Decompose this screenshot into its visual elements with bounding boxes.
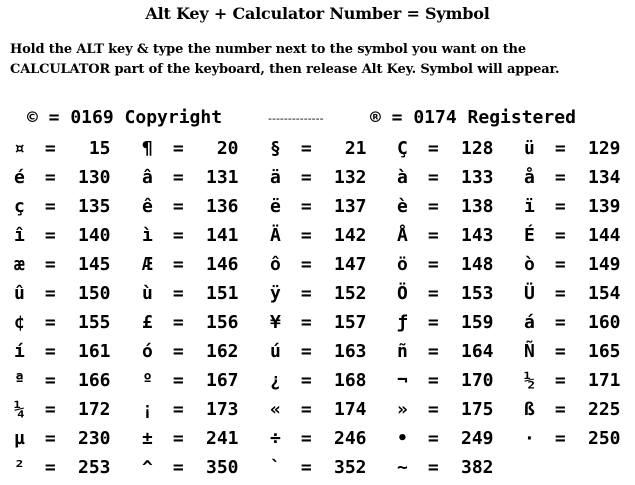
alt-code: 141	[206, 225, 239, 246]
symbol-glyph: »	[397, 399, 408, 420]
symbol-glyph: ù	[142, 283, 153, 304]
equals-sign: =	[417, 167, 450, 188]
alt-code: 132	[334, 167, 367, 188]
symbol-glyph: ƒ	[397, 312, 408, 333]
alt-code: 225	[588, 399, 621, 420]
symbol-entry	[270, 456, 367, 480]
equals-sign: =	[162, 370, 195, 391]
equals-sign: =	[34, 312, 67, 333]
table-row	[0, 427, 635, 456]
symbol-entry	[14, 166, 111, 190]
symbol-entry	[270, 311, 367, 335]
symbol-entry	[524, 340, 621, 364]
equals-sign: =	[34, 399, 67, 420]
symbol-glyph: ü	[524, 138, 535, 159]
equals-sign: =	[417, 457, 450, 478]
symbol-glyph: ²	[14, 457, 25, 478]
symbol-entry	[270, 166, 367, 190]
equals-sign: =	[290, 196, 323, 217]
equals-sign: =	[162, 312, 195, 333]
alt-code: 166	[78, 370, 111, 391]
symbol-entry	[270, 137, 367, 161]
symbol-entry	[142, 224, 239, 248]
equals-sign: =	[290, 254, 323, 275]
symbol-glyph: £	[142, 312, 153, 333]
symbol-glyph: ¢	[14, 312, 25, 333]
symbol-entry	[524, 311, 621, 335]
equals-sign: =	[290, 167, 323, 188]
alt-code: 165	[588, 341, 621, 362]
alt-code: 230	[78, 428, 111, 449]
alt-code: 162	[206, 341, 239, 362]
alt-code: 250	[588, 428, 621, 449]
symbol-glyph: í	[14, 341, 25, 362]
symbol-glyph: ¡	[142, 399, 153, 420]
equals-sign: =	[162, 225, 195, 246]
symbol-glyph: ï	[524, 196, 535, 217]
equals-sign: =	[417, 138, 450, 159]
alt-code: 137	[334, 196, 367, 217]
dashed-separator: --------------	[268, 112, 324, 125]
equals-sign: =	[162, 457, 195, 478]
alt-code: 241	[206, 428, 239, 449]
alt-code: 155	[78, 312, 111, 333]
alt-code: 174	[334, 399, 367, 420]
symbol-glyph: §	[270, 138, 281, 159]
alt-code: 249	[461, 428, 494, 449]
symbol-glyph: ê	[142, 196, 153, 217]
symbol-entry	[397, 224, 494, 248]
equals-sign: =	[544, 167, 577, 188]
symbol-glyph: ±	[142, 428, 153, 449]
alt-code: 128	[461, 138, 494, 159]
equals-sign: =	[162, 399, 195, 420]
table-row	[0, 311, 635, 340]
equals-sign: =	[162, 167, 195, 188]
alt-code: 146	[206, 254, 239, 275]
equals-sign: =	[544, 225, 577, 246]
table-row	[0, 398, 635, 427]
equals-sign: =	[162, 428, 195, 449]
symbol-entry	[142, 340, 239, 364]
equals-sign: =	[34, 428, 67, 449]
alt-code: 134	[588, 167, 621, 188]
equals-sign: =	[290, 283, 323, 304]
equals-sign: =	[544, 341, 577, 362]
alt-code: 171	[588, 370, 621, 391]
symbol-entry	[397, 311, 494, 335]
equals-sign: =	[162, 254, 195, 275]
symbol-entry	[14, 456, 111, 480]
symbol-entry	[270, 340, 367, 364]
copyright-entry: © = 0169 Copyright	[27, 107, 223, 128]
alt-code: 142	[334, 225, 367, 246]
symbol-glyph: Ä	[270, 225, 281, 246]
equals-sign: =	[417, 283, 450, 304]
alt-code: 253	[78, 457, 111, 478]
symbol-entry	[397, 340, 494, 364]
equals-sign: =	[290, 225, 323, 246]
symbol-glyph: ¿	[270, 370, 281, 391]
table-row	[0, 282, 635, 311]
symbol-glyph: ë	[270, 196, 281, 217]
table-row	[0, 340, 635, 369]
equals-sign: =	[544, 138, 577, 159]
symbol-entry	[270, 427, 367, 451]
equals-sign: =	[417, 399, 450, 420]
symbol-entry	[142, 369, 239, 393]
equals-sign: =	[290, 457, 323, 478]
equals-sign: =	[544, 428, 577, 449]
symbol-entry	[397, 369, 494, 393]
symbol-entry	[142, 253, 239, 277]
symbol-entry	[397, 195, 494, 219]
alt-code: 150	[78, 283, 111, 304]
equals-sign: =	[290, 370, 323, 391]
alt-code: 135	[78, 196, 111, 217]
page-title: Alt Key + Calculator Number = Symbol	[145, 4, 490, 23]
symbol-entry	[524, 166, 621, 190]
equals-sign: =	[162, 138, 195, 159]
equals-sign: =	[34, 341, 67, 362]
symbol-glyph: Ñ	[524, 341, 535, 362]
alt-code: 152	[334, 283, 367, 304]
symbol-glyph: •	[397, 428, 408, 449]
symbol-glyph: Ü	[524, 283, 535, 304]
alt-code: 129	[588, 138, 621, 159]
symbol-glyph: ñ	[397, 341, 408, 362]
symbol-entry	[14, 137, 111, 161]
alt-code: 163	[334, 341, 367, 362]
symbol-entry	[270, 282, 367, 306]
table-row	[0, 369, 635, 398]
symbol-entry	[142, 282, 239, 306]
alt-code: 21	[344, 138, 367, 159]
symbol-glyph: ö	[397, 254, 408, 275]
table-row	[0, 195, 635, 224]
symbol-entry	[397, 398, 494, 422]
alt-code: 352	[334, 457, 367, 478]
symbol-entry	[270, 253, 367, 277]
equals-sign: =	[34, 225, 67, 246]
symbol-entry	[142, 311, 239, 335]
symbol-glyph: ó	[142, 341, 153, 362]
symbol-glyph: ô	[270, 254, 281, 275]
symbol-glyph: Ö	[397, 283, 408, 304]
symbol-glyph: ¬	[397, 370, 408, 391]
symbol-entry	[14, 253, 111, 277]
copyright-registered-line	[0, 107, 635, 131]
equals-sign: =	[34, 457, 67, 478]
equals-sign: =	[417, 370, 450, 391]
symbol-entry	[142, 166, 239, 190]
equals-sign: =	[34, 196, 67, 217]
symbol-entry	[14, 311, 111, 335]
symbol-entry	[270, 224, 367, 248]
symbol-glyph: ç	[14, 196, 25, 217]
symbol-entry	[397, 166, 494, 190]
symbol-glyph: ú	[270, 341, 281, 362]
alt-code: 167	[206, 370, 239, 391]
alt-code: 148	[461, 254, 494, 275]
symbol-entry	[397, 137, 494, 161]
alt-code: 170	[461, 370, 494, 391]
symbol-glyph: ¤	[14, 138, 25, 159]
symbol-entry	[524, 398, 621, 422]
equals-sign: =	[544, 283, 577, 304]
symbol-glyph: ¶	[142, 138, 153, 159]
symbol-entry	[524, 224, 621, 248]
alt-code: 164	[461, 341, 494, 362]
symbol-entry	[14, 369, 111, 393]
equals-sign: =	[417, 196, 450, 217]
alt-code: 154	[588, 283, 621, 304]
symbol-entry	[142, 398, 239, 422]
equals-sign: =	[417, 341, 450, 362]
alt-code: 136	[206, 196, 239, 217]
symbol-entry	[14, 282, 111, 306]
symbol-glyph: «	[270, 399, 281, 420]
symbol-entry	[397, 456, 494, 480]
symbol-glyph: è	[397, 196, 408, 217]
symbol-glyph: Å	[397, 225, 408, 246]
alt-code: 160	[588, 312, 621, 333]
alt-code: 143	[461, 225, 494, 246]
symbol-glyph: æ	[14, 254, 25, 275]
equals-sign: =	[290, 341, 323, 362]
table-row	[0, 253, 635, 282]
alt-code: 20	[216, 138, 239, 159]
equals-sign: =	[162, 341, 195, 362]
table-row	[0, 137, 635, 166]
symbol-glyph: ¥	[270, 312, 281, 333]
alt-code: 156	[206, 312, 239, 333]
symbol-glyph: ä	[270, 167, 281, 188]
symbol-glyph: û	[14, 283, 25, 304]
symbol-entry	[142, 427, 239, 451]
alt-code: 151	[206, 283, 239, 304]
symbol-glyph: à	[397, 167, 408, 188]
symbol-entry	[524, 195, 621, 219]
symbol-entry	[14, 224, 111, 248]
symbol-entry	[397, 427, 494, 451]
symbol-glyph: î	[14, 225, 25, 246]
symbol-entry	[14, 195, 111, 219]
equals-sign: =	[544, 254, 577, 275]
symbol-glyph: ¼	[14, 399, 25, 420]
symbol-glyph: `	[270, 457, 281, 478]
alt-code: 173	[206, 399, 239, 420]
alt-code: 161	[78, 341, 111, 362]
instructions-text: Hold the ALT key & type the number next to the symbol you want on the CALCULATOR part of the keyboard, then release Alt Key. Symbol will appear.	[10, 42, 560, 77]
alt-code: 130	[78, 167, 111, 188]
symbol-entry	[270, 369, 367, 393]
equals-sign: =	[34, 254, 67, 275]
equals-sign: =	[290, 312, 323, 333]
alt-code: 153	[461, 283, 494, 304]
symbol-entry	[14, 340, 111, 364]
alt-code: 145	[78, 254, 111, 275]
symbol-entry	[524, 369, 621, 393]
table-row	[0, 166, 635, 195]
symbol-glyph: ~	[397, 457, 408, 478]
equals-sign: =	[417, 254, 450, 275]
symbol-glyph: ÿ	[270, 283, 281, 304]
equals-sign: =	[162, 283, 195, 304]
symbol-glyph: ò	[524, 254, 535, 275]
equals-sign: =	[544, 370, 577, 391]
symbol-entry	[524, 253, 621, 277]
symbol-entry	[142, 456, 239, 480]
symbol-glyph: å	[524, 167, 535, 188]
symbol-glyph: é	[14, 167, 25, 188]
symbol-entry	[14, 427, 111, 451]
symbol-glyph: ÷	[270, 428, 281, 449]
symbol-glyph: ß	[524, 399, 535, 420]
symbol-entry	[270, 398, 367, 422]
equals-sign: =	[162, 196, 195, 217]
alt-code: 15	[88, 138, 111, 159]
table-row	[0, 224, 635, 253]
equals-sign: =	[544, 196, 577, 217]
symbol-glyph: ì	[142, 225, 153, 246]
alt-code: 138	[461, 196, 494, 217]
equals-sign: =	[417, 225, 450, 246]
equals-sign: =	[34, 138, 67, 159]
alt-code: 149	[588, 254, 621, 275]
equals-sign: =	[34, 283, 67, 304]
equals-sign: =	[290, 138, 323, 159]
symbol-entry	[397, 282, 494, 306]
symbol-entry	[397, 253, 494, 277]
alt-code: 144	[588, 225, 621, 246]
symbol-entry	[14, 398, 111, 422]
symbol-glyph: ½	[524, 370, 535, 391]
alt-code: 350	[206, 457, 239, 478]
alt-code: 147	[334, 254, 367, 275]
symbol-entry	[142, 195, 239, 219]
symbol-entry	[524, 137, 621, 161]
equals-sign: =	[34, 370, 67, 391]
alt-code: 157	[334, 312, 367, 333]
equals-sign: =	[417, 312, 450, 333]
alt-code: 133	[461, 167, 494, 188]
equals-sign: =	[544, 312, 577, 333]
table-row	[0, 456, 635, 485]
equals-sign: =	[290, 399, 323, 420]
symbol-entry	[524, 282, 621, 306]
alt-code: 168	[334, 370, 367, 391]
symbol-entry	[142, 137, 239, 161]
alt-code: 131	[206, 167, 239, 188]
alt-code: 172	[78, 399, 111, 420]
symbol-glyph: ª	[14, 370, 25, 391]
equals-sign: =	[417, 428, 450, 449]
symbol-glyph: µ	[14, 428, 25, 449]
alt-code: 246	[334, 428, 367, 449]
alt-code: 382	[461, 457, 494, 478]
alt-code: 140	[78, 225, 111, 246]
symbol-table	[0, 137, 635, 485]
equals-sign: =	[34, 167, 67, 188]
equals-sign: =	[290, 428, 323, 449]
symbol-entry	[270, 195, 367, 219]
symbol-glyph: É	[524, 225, 535, 246]
symbol-glyph: á	[524, 312, 535, 333]
equals-sign: =	[544, 399, 577, 420]
symbol-glyph: â	[142, 167, 153, 188]
registered-entry: ® = 0174 Registered	[370, 107, 576, 128]
symbol-glyph: Æ	[142, 254, 153, 275]
symbol-glyph: Ç	[397, 138, 408, 159]
symbol-entry	[524, 427, 621, 451]
alt-code: 175	[461, 399, 494, 420]
alt-code: 139	[588, 196, 621, 217]
symbol-glyph: ^	[142, 457, 153, 478]
symbol-glyph: ·	[524, 428, 535, 449]
symbol-glyph: º	[142, 370, 153, 391]
alt-code: 159	[461, 312, 494, 333]
